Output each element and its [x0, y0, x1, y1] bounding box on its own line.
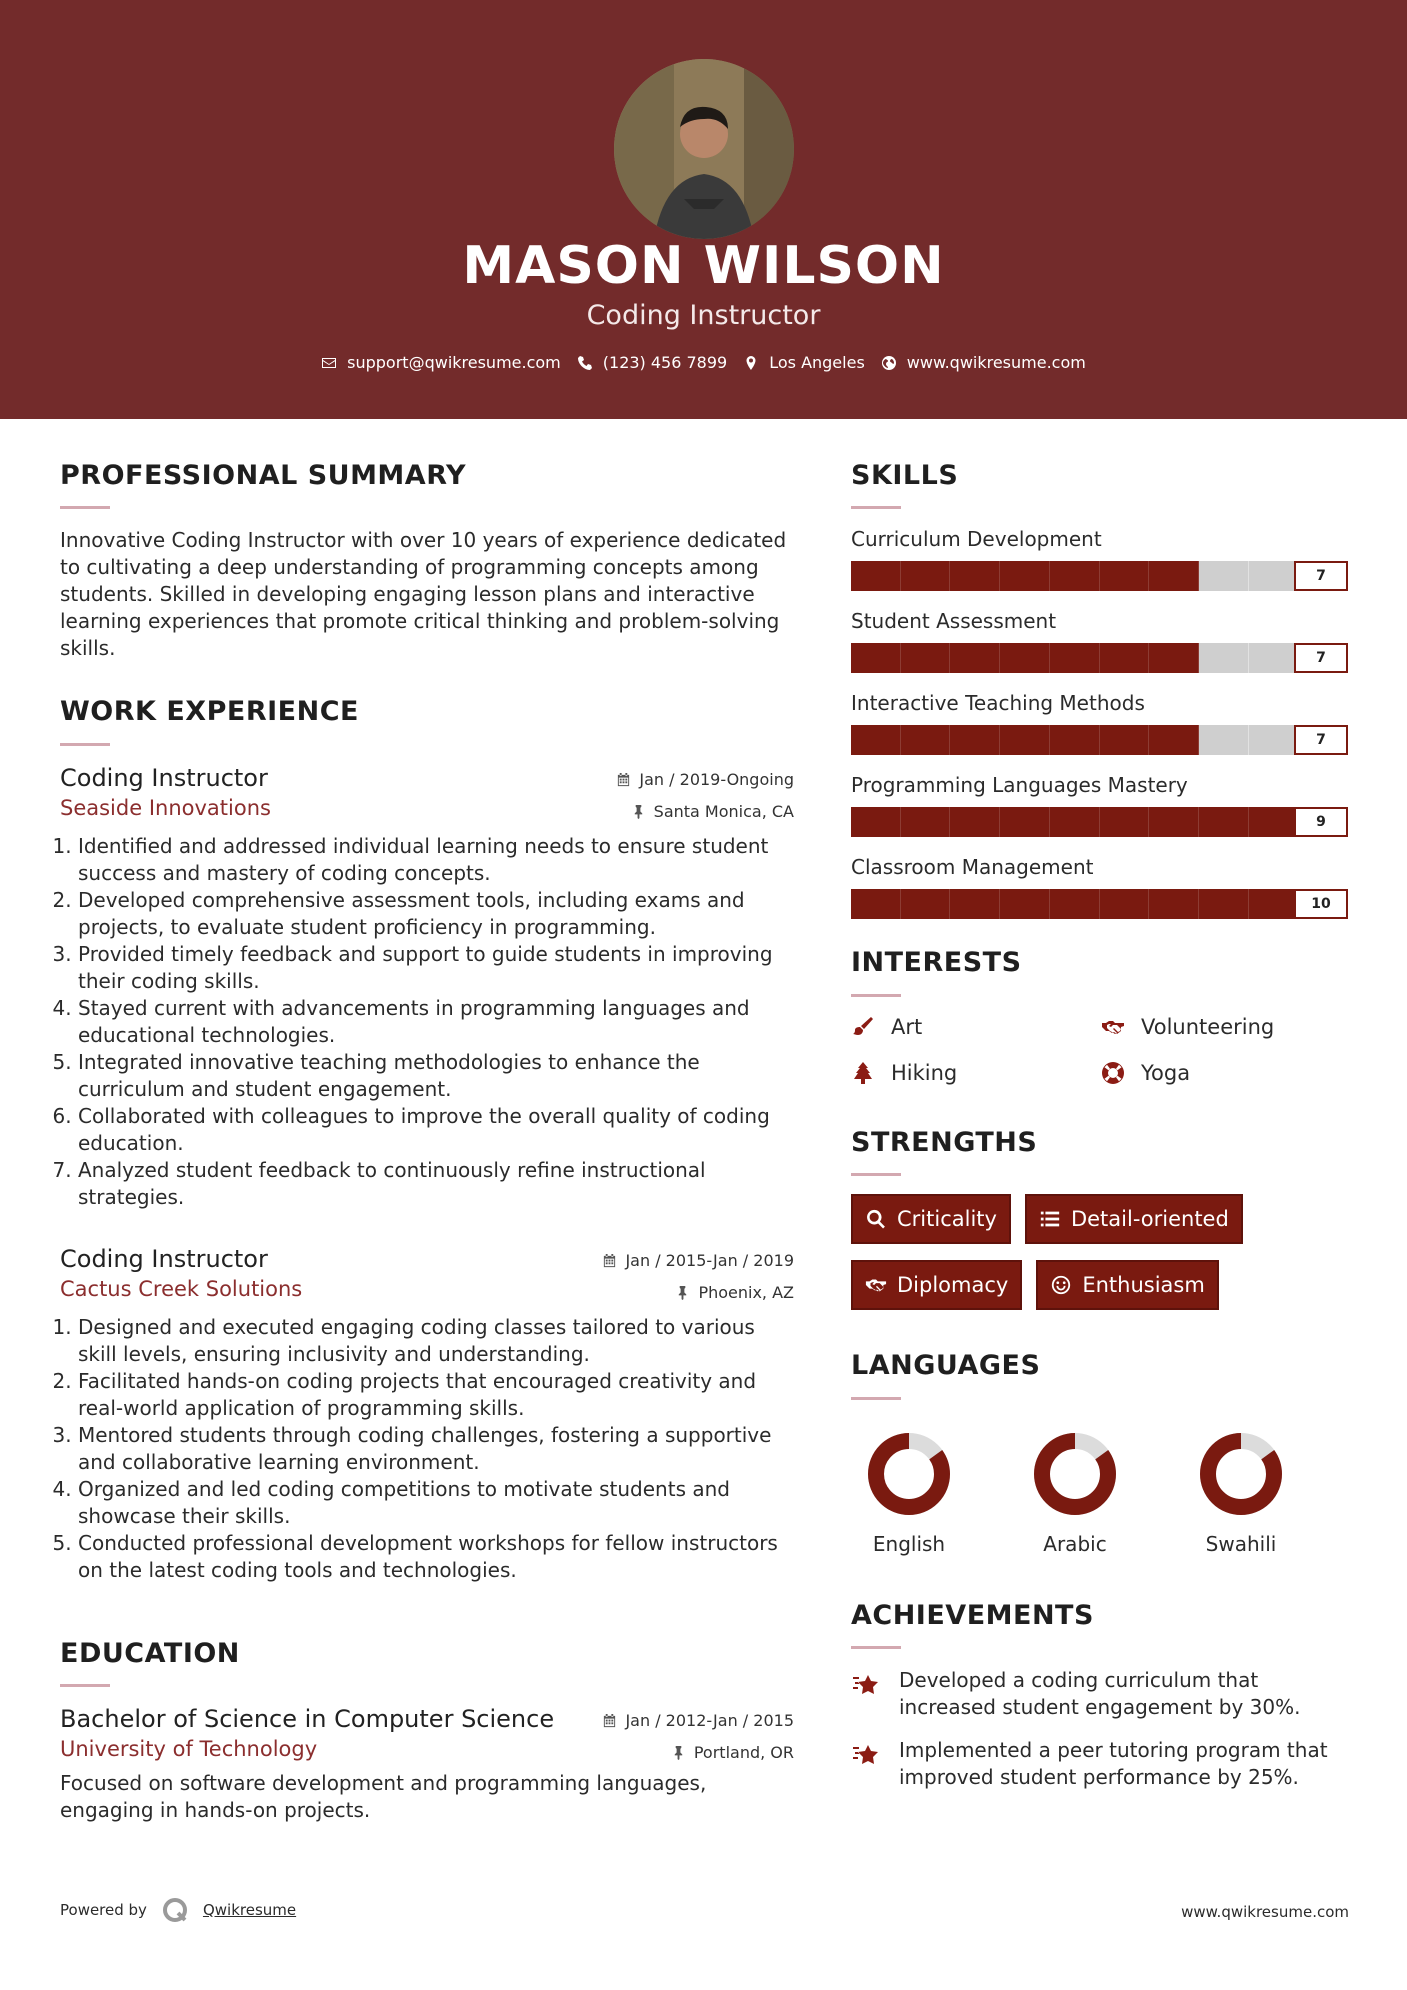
- section-rule: [851, 994, 901, 997]
- job-bullet: 4. Organized and led coding competitions to motivate students and showcase their skills.: [78, 1476, 794, 1530]
- profile-photo-figure: [614, 59, 794, 239]
- strengths-heading: STRENGTHS: [851, 1126, 1038, 1158]
- section-rule: [851, 1646, 901, 1649]
- achievements-heading: ACHIEVEMENTS: [851, 1599, 1094, 1631]
- job-dates-text: Jan / 2019-Ongoing: [639, 769, 794, 789]
- job-bullet: 7. Analyzed student feedback to continuously refine instructional strategies.: [78, 1157, 794, 1211]
- education-dates-text: Jan / 2012-Jan / 2015: [625, 1711, 794, 1731]
- work-heading: WORK EXPERIENCE: [60, 696, 359, 728]
- skill-bar-fill-segment: [1149, 725, 1199, 755]
- skill-bar-fill-segment: [950, 725, 1000, 755]
- language-item: [1033, 1432, 1117, 1556]
- job-subhead: [60, 796, 794, 821]
- contact-website-text: www.qwikresume.com: [906, 353, 1086, 372]
- skill-bar-fill-segment: [1050, 643, 1100, 673]
- language-item: [1199, 1432, 1283, 1556]
- list-icon: [1039, 1208, 1061, 1230]
- strength-tag: [1025, 1194, 1243, 1244]
- skill-item: [851, 527, 1351, 591]
- job-company: Cactus Creek Solutions: [60, 1276, 303, 1301]
- job-bullets: [60, 833, 794, 1211]
- skill-bar-fill-segment: [950, 807, 1000, 837]
- language-donut: [867, 1432, 951, 1516]
- skill-item: [851, 855, 1351, 919]
- job-company: Seaside Innovations: [60, 795, 271, 820]
- job-bullet: 2. Developed comprehensive assessment tools, including exams and projects, to evaluate student proficiency in programming.: [78, 887, 794, 941]
- skill-bar-fill-segment: [1050, 725, 1100, 755]
- skill-name: Curriculum Development: [851, 527, 1102, 552]
- skill-bar-fill-segment: [1050, 889, 1100, 919]
- map-pin-icon: [743, 355, 759, 371]
- skill-bar-fill-segment: [1000, 643, 1050, 673]
- interest-item: [851, 1015, 1101, 1039]
- skill-bar-fill-segment: [1000, 889, 1050, 919]
- job-dates: [602, 1251, 794, 1270]
- footer-website[interactable]: www.qwikresume.com: [1181, 1903, 1349, 1921]
- skill-bar-fill-segment: [851, 643, 901, 673]
- contact-phone-text: (123) 456 7899: [602, 353, 728, 372]
- job-location-text: Phoenix, AZ: [698, 1282, 794, 1302]
- strength-tag: [1036, 1260, 1218, 1310]
- work-section: [60, 696, 794, 1583]
- interest-label: Art: [891, 1014, 923, 1039]
- skill-bar: [851, 643, 1348, 673]
- skill-bar-fill-segment: [901, 561, 951, 591]
- footer-powered: [60, 1896, 296, 1924]
- education-heading: EDUCATION: [60, 1637, 240, 1669]
- education-head: [60, 1705, 794, 1733]
- job-dates: [616, 770, 794, 789]
- candidate-role: Coding Instructor: [586, 300, 821, 331]
- language-item: [867, 1432, 951, 1556]
- skill-item: [851, 609, 1351, 673]
- skill-item: [851, 691, 1351, 755]
- job-bullet: 5. Integrated innovative teaching methodologies to enhance the curriculum and student engagement.: [78, 1049, 794, 1103]
- education-degree: Bachelor of Science in Computer Science: [60, 1705, 555, 1734]
- skills-list: [851, 527, 1351, 919]
- skill-item: [851, 773, 1351, 837]
- skill-bar: [851, 725, 1348, 755]
- skill-bar-fill-segment: [1149, 889, 1199, 919]
- search-icon: [865, 1208, 887, 1230]
- interest-item: [1101, 1061, 1351, 1085]
- strength-label: Diplomacy: [897, 1273, 1009, 1298]
- skill-bar-fill-segment: [1000, 725, 1050, 755]
- skill-bar-fill-segment: [1199, 889, 1249, 919]
- skill-bar: [851, 889, 1348, 919]
- job-bullet: 3. Provided timely feedback and support to guide students in improving their coding skills.: [78, 941, 794, 995]
- right-column: [851, 460, 1351, 1807]
- handshake-icon: [1101, 1015, 1125, 1039]
- skill-name: Programming Languages Mastery: [851, 773, 1188, 798]
- job-title: Coding Instructor: [60, 763, 268, 792]
- skill-bar-fill-segment: [901, 725, 951, 755]
- skill-score: 10: [1294, 889, 1348, 919]
- achievement-text: Implemented a peer tutoring program that improved student performance by 25%.: [899, 1737, 1328, 1789]
- education-dates: [602, 1711, 794, 1730]
- skill-bar-fill-segment: [1249, 889, 1299, 919]
- strengths-tags: [851, 1194, 1311, 1310]
- education-school: University of Technology: [60, 1737, 318, 1762]
- summary-heading: PROFESSIONAL SUMMARY: [60, 460, 467, 491]
- job-subhead: [60, 1277, 794, 1302]
- skill-bar-fill-segment: [1149, 807, 1199, 837]
- strengths-section: [851, 1127, 1351, 1310]
- skill-bar-fill-segment: [1000, 561, 1050, 591]
- skill-bar-fill-segment: [950, 643, 1000, 673]
- skill-bar-empty-segment: [1199, 643, 1249, 673]
- skill-bar-fill-segment: [851, 807, 901, 837]
- pushpin-icon: [631, 804, 646, 819]
- strength-label: Criticality: [897, 1207, 997, 1232]
- section-rule: [851, 1397, 901, 1400]
- skill-bar-fill-segment: [1199, 807, 1249, 837]
- interest-label: Volunteering: [1141, 1014, 1275, 1039]
- job-bullet: 3. Mentored students through coding challenges, fostering a supportive and collaborative learning environment.: [78, 1422, 794, 1476]
- job-bullet: 2. Facilitated hands-on coding projects that encouraged creativity and real-world application of programming skills.: [78, 1368, 794, 1422]
- tree-icon: [851, 1061, 875, 1085]
- contact-email[interactable]: [321, 353, 561, 372]
- skill-bar-empty-segment: [1199, 561, 1249, 591]
- skill-bar-fill-segment: [950, 561, 1000, 591]
- job-entry: [60, 1245, 794, 1584]
- section-rule: [851, 1173, 901, 1176]
- achievement-item: [851, 1737, 1351, 1791]
- pushpin-icon: [675, 1285, 690, 1300]
- skill-bar-empty-segment: [1249, 643, 1299, 673]
- languages-section: [851, 1350, 1351, 1555]
- skill-bar-empty-segment: [1249, 725, 1299, 755]
- language-label: Arabic: [1043, 1531, 1107, 1556]
- section-rule: [60, 506, 110, 509]
- powered-by-label: Powered by: [60, 1901, 147, 1919]
- job-dates-text: Jan / 2015-Jan / 2019: [625, 1250, 794, 1270]
- job-bullet: 4. Stayed current with advancements in programming languages and educational technologies.: [78, 995, 794, 1049]
- job-location: [631, 802, 794, 821]
- skill-bar-fill-segment: [1100, 807, 1150, 837]
- job-head: [60, 1245, 794, 1273]
- skill-name: Classroom Management: [851, 855, 1094, 880]
- skill-bar-fill-segment: [851, 561, 901, 591]
- summary-text: Innovative Coding Instructor with over 10 years of experience dedicated to cultivating a deep understanding of programming concepts among students. Skilled in developing engaging lesson plans and interactive learning experiences that promote critical thinking and problem-solving skills.: [60, 528, 787, 661]
- contact-website[interactable]: [881, 353, 1086, 372]
- job-head: [60, 764, 794, 792]
- skill-bar-fill-segment: [1249, 807, 1299, 837]
- interests-section: [851, 947, 1351, 1084]
- interest-item: [851, 1061, 1101, 1085]
- languages-list: [851, 1432, 1351, 1556]
- summary-section: [60, 460, 794, 662]
- interests-heading: INTERESTS: [851, 947, 1022, 979]
- section-rule: [851, 506, 901, 509]
- skill-bar: [851, 807, 1348, 837]
- job-location: [675, 1283, 794, 1302]
- header-banner: [0, 0, 1407, 419]
- skill-name: Interactive Teaching Methods: [851, 691, 1145, 716]
- language-donut: [1199, 1432, 1283, 1516]
- star-award-icon: [851, 1739, 881, 1769]
- skill-bar-fill-segment: [1000, 807, 1050, 837]
- paintbrush-icon: [851, 1015, 875, 1039]
- handshake-icon: [865, 1274, 887, 1296]
- candidate-name: MASON WILSON: [462, 236, 945, 296]
- education-location: [671, 1743, 794, 1762]
- star-award-icon: [851, 1669, 881, 1699]
- brand-link[interactable]: Qwikresume: [202, 1901, 297, 1919]
- skill-bar-fill-segment: [1149, 643, 1199, 673]
- job-bullet: 6. Collaborated with colleagues to improve the overall quality of coding education.: [78, 1103, 794, 1157]
- skill-bar-fill-segment: [950, 889, 1000, 919]
- language-label: English: [872, 1531, 946, 1556]
- contact-email-text: support@qwikresume.com: [347, 353, 561, 372]
- calendar-icon: [602, 1253, 617, 1268]
- skill-score: 9: [1294, 807, 1348, 837]
- education-subhead: [60, 1737, 794, 1762]
- skill-bar-fill-segment: [1149, 561, 1199, 591]
- skill-bar-empty-segment: [1249, 561, 1299, 591]
- languages-heading: LANGUAGES: [851, 1350, 1041, 1382]
- job-bullets: [60, 1314, 794, 1584]
- skill-bar-fill-segment: [851, 889, 901, 919]
- skill-bar-fill-segment: [851, 725, 901, 755]
- skill-bar-fill-segment: [1100, 725, 1150, 755]
- skill-bar-empty-segment: [1199, 725, 1249, 755]
- language-donut: [1033, 1432, 1117, 1516]
- interest-item: [1101, 1015, 1351, 1039]
- job-location-text: Santa Monica, CA: [653, 801, 794, 821]
- strength-label: Enthusiasm: [1082, 1273, 1205, 1298]
- lifering-icon: [1101, 1061, 1125, 1085]
- achievement-text: Developed a coding curriculum that increased student engagement by 30%.: [899, 1667, 1301, 1719]
- strength-tag: [851, 1260, 1022, 1310]
- skill-bar-fill-segment: [901, 643, 951, 673]
- interests-grid: [851, 1015, 1351, 1085]
- pushpin-icon: [671, 1745, 686, 1760]
- skill-name: Student Assessment: [851, 609, 1057, 634]
- job-bullet: 5. Conducted professional development workshops for fellow instructors on the latest coding tools and technologies.: [78, 1530, 794, 1584]
- skills-section: [851, 460, 1351, 919]
- section-rule: [60, 743, 110, 746]
- skill-bar-fill-segment: [1100, 643, 1150, 673]
- skill-bar-fill-segment: [1100, 889, 1150, 919]
- smile-icon: [1050, 1274, 1072, 1296]
- education-section: [60, 1638, 794, 1824]
- achievements-section: [851, 1600, 1351, 1791]
- skill-bar-fill-segment: [901, 807, 951, 837]
- job-bullet: 1. Identified and addressed individual learning needs to ensure student success and mastery of coding concepts.: [78, 833, 794, 887]
- profile-photo: [614, 59, 794, 239]
- achievement-item: [851, 1667, 1351, 1721]
- contact-location-text: Los Angeles: [769, 353, 865, 372]
- skill-score: 7: [1294, 643, 1348, 673]
- section-rule: [60, 1684, 110, 1687]
- education-location-text: Portland, OR: [693, 1743, 794, 1763]
- interest-label: Hiking: [891, 1060, 958, 1085]
- skill-bar-fill-segment: [1100, 561, 1150, 591]
- language-label: Swahili: [1205, 1531, 1277, 1556]
- left-column: [60, 460, 794, 1824]
- interest-label: Yoga: [1141, 1060, 1191, 1085]
- skill-bar-fill-segment: [1050, 807, 1100, 837]
- contact-bar: [0, 353, 1407, 372]
- job-bullet: 1. Designed and executed engaging coding classes tailored to various skill levels, ensuring inclusivity and understanding.: [78, 1314, 794, 1368]
- skills-heading: SKILLS: [851, 460, 959, 491]
- skill-score: 7: [1294, 561, 1348, 591]
- job-entry: [60, 764, 794, 1211]
- phone-icon: [577, 355, 593, 371]
- envelope-icon: [321, 355, 337, 371]
- strength-tag: [851, 1194, 1011, 1244]
- calendar-icon: [602, 1713, 617, 1728]
- skill-score: 7: [1294, 725, 1348, 755]
- skill-bar-fill-segment: [901, 889, 951, 919]
- contact-location: [743, 353, 865, 372]
- skill-bar-fill-segment: [1050, 561, 1100, 591]
- education-description: Focused on software development and programming languages, engaging in hands-on projects.: [60, 1771, 707, 1823]
- job-title: Coding Instructor: [60, 1244, 268, 1273]
- strength-label: Detail-oriented: [1070, 1207, 1229, 1232]
- skill-bar: [851, 561, 1348, 591]
- globe-icon: [881, 355, 897, 371]
- calendar-icon: [616, 772, 631, 787]
- qwikresume-logo-icon: [161, 1896, 189, 1924]
- contact-phone[interactable]: [577, 353, 727, 372]
